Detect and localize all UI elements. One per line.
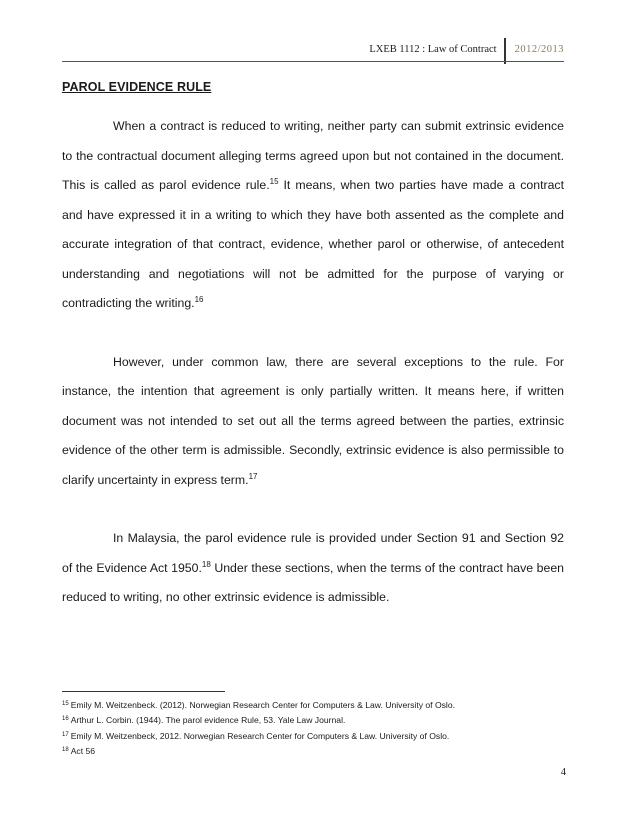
paragraph [62, 112, 564, 319]
page-header [369, 38, 564, 60]
paragraph-text: It means, when two parties have made a contract and have expressed it in a writing to which they have both assented as the complete and accurate integration of that contract, evidence, whether parol or otherwise, of antecedent understanding and negotiations will not be admitted for the purpose of varying or contradicting the writing. [62, 178, 564, 310]
paragraph-text: In Malaysia, the parol evidence rule is provided under Section 91 and Section 92 of the Evidence Act 1950. [62, 531, 564, 575]
academic-year: 2012/2013 [514, 43, 564, 55]
section-heading: PAROL EVIDENCE RULE [62, 80, 212, 94]
footnote-text: Emily M. Weitzenbeck, 2012. Norwegian Research Center for Computers & Law. University of Oslo. [70, 730, 450, 741]
paragraph-text: When a contract is reduced to writing, neither party can submit extrinsic evidence to the contractual document alleging terms agreed upon but not contained in the document. This is called as parol evidence rule. [62, 119, 564, 192]
course-title: LXEB 1112 : Law of Contract [369, 43, 497, 55]
footnote-number: 17 [62, 731, 69, 738]
paragraph [62, 348, 564, 496]
document-body [62, 112, 564, 613]
footnote-ref[interactable]: 17 [248, 471, 258, 481]
footnote [62, 743, 582, 758]
footnote-ref[interactable]: 16 [194, 295, 204, 304]
footnotes [62, 697, 582, 759]
footnote [62, 712, 582, 727]
footnote-ref[interactable]: 15 [269, 177, 279, 186]
footnote [62, 728, 582, 743]
footnote-ref[interactable]: 18 [201, 559, 211, 569]
footnote-text: Emily M. Weitzenbeck. (2012). Norwegian Research Center for Computers & Law. University of Oslo. [70, 700, 456, 710]
paragraph-text: Under these sections, when the terms of the contract have been reduced to writing, no other extrinsic evidence is admissible. [62, 560, 564, 604]
footnote-number: 15 [62, 701, 69, 707]
footnote-text: Arthur L. Corbin. (1944). The parol evidence Rule, 53. Yale Law Journal. [70, 715, 346, 726]
page-number: 4 [560, 767, 566, 778]
footnote-number: 16 [62, 716, 69, 723]
footnote-text: Act 56 [70, 746, 96, 757]
footnote [62, 697, 582, 712]
paragraph [62, 524, 564, 613]
footnote-number: 18 [62, 747, 69, 754]
paragraph-text: However, under common law, there are several exceptions to the rule. For instance, the intention that agreement is only partially written. It means here, if written document was not intended to set out all the terms agreed between the parties, extrinsic evidence of the other term is admissible. Secondly, extrinsic evidence is also permissible to clarify uncertainty in express term. [62, 354, 564, 487]
footnote-separator [62, 691, 225, 692]
header-rule [62, 61, 564, 62]
